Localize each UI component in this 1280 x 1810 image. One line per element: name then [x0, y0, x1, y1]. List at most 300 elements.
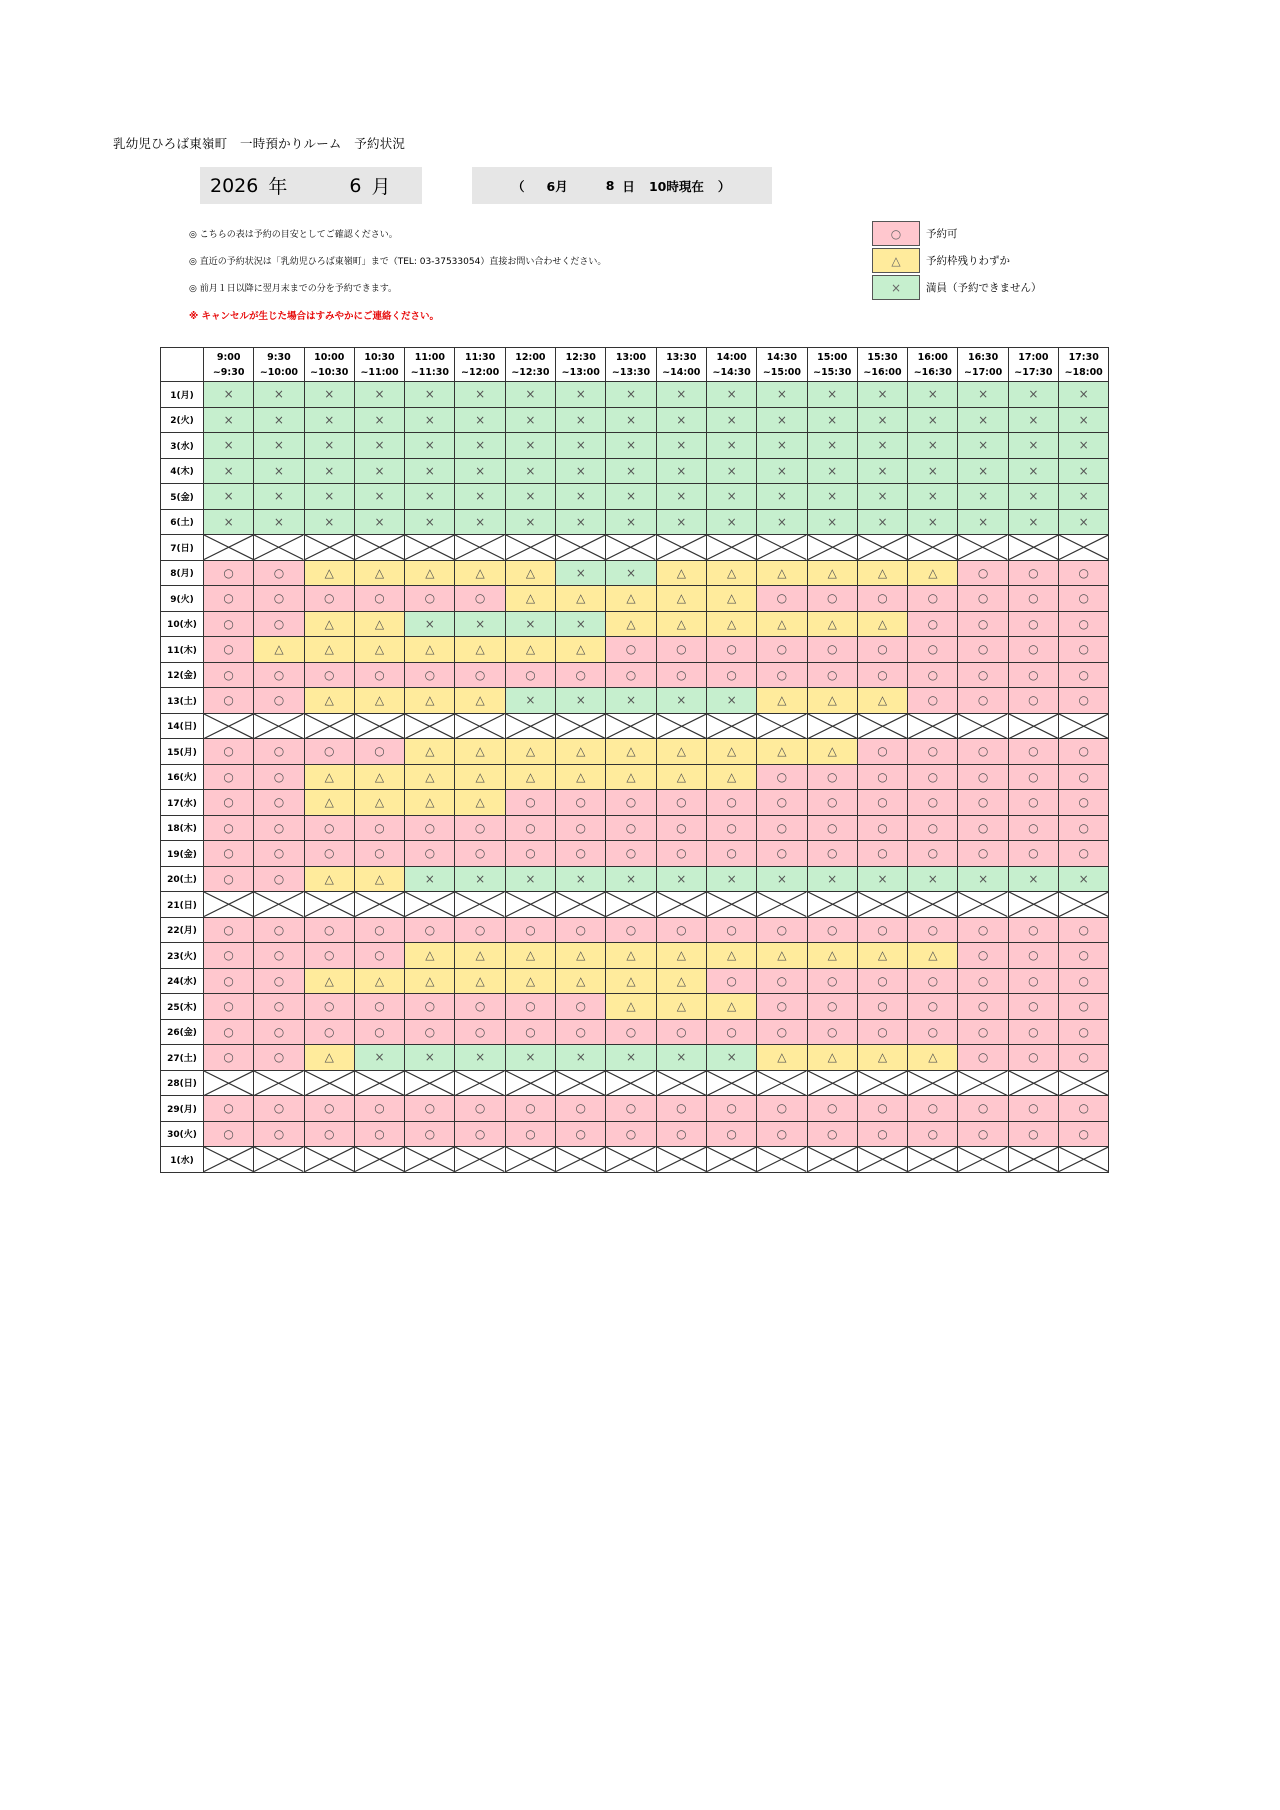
slot-status-cell: ○	[807, 994, 857, 1020]
slot-status-cell: ○	[757, 586, 807, 612]
slot-status-cell: ×	[1008, 407, 1058, 433]
slot-header-row	[161, 348, 1109, 382]
slot-status-cell: ○	[757, 662, 807, 688]
slot-status-cell: ○	[757, 815, 807, 841]
slot-status-cell: ×	[757, 433, 807, 459]
slot-status-cell: ○	[958, 815, 1008, 841]
table-row	[161, 790, 1109, 816]
slot-status-cell: ×	[1059, 484, 1109, 510]
closed-cell	[405, 1070, 455, 1096]
closed-cell	[908, 535, 958, 561]
table-row	[161, 688, 1109, 714]
slot-status-cell: ×	[505, 382, 555, 408]
day-label: 1(月)	[161, 382, 204, 408]
legend	[872, 220, 1042, 301]
slot-status-cell: ×	[455, 382, 505, 408]
header-corner	[161, 348, 204, 382]
slot-status-cell: △	[656, 994, 706, 1020]
slot-status-cell: ○	[505, 841, 555, 867]
slot-status-cell: ×	[908, 382, 958, 408]
closed-cell	[857, 535, 907, 561]
slot-status-cell: ○	[757, 968, 807, 994]
closed-cross-icon	[757, 535, 806, 560]
slot-status-cell: ×	[857, 458, 907, 484]
slot-status-cell: ×	[204, 382, 254, 408]
closed-cell	[807, 713, 857, 739]
page-title: 乳幼児ひろば東嶺町 一時預かりルーム 予約状況	[113, 136, 406, 151]
slot-status-cell: ○	[204, 764, 254, 790]
slot-status-cell: ○	[908, 994, 958, 1020]
closed-cell	[254, 713, 304, 739]
slot-status-cell: △	[606, 611, 656, 637]
closed-cross-icon	[405, 714, 454, 739]
closed-cell	[204, 892, 254, 918]
slot-status-cell: ×	[1008, 866, 1058, 892]
closed-cross-icon	[657, 1147, 706, 1172]
slot-status-cell: ×	[757, 866, 807, 892]
slot-status-cell: ×	[455, 611, 505, 637]
slot-status-cell: ○	[405, 841, 455, 867]
closed-cell	[204, 535, 254, 561]
closed-cross-icon	[405, 535, 454, 560]
closed-cell	[304, 892, 354, 918]
slot-status-cell: ○	[807, 1096, 857, 1122]
slot-status-cell: ○	[1008, 815, 1058, 841]
slot-status-cell: △	[706, 611, 756, 637]
slot-status-cell: ×	[958, 382, 1008, 408]
closed-cross-icon	[1059, 892, 1108, 917]
slot-status-cell: ×	[1008, 433, 1058, 459]
slot-status-cell: ×	[556, 407, 606, 433]
slot-to: ~16:00	[863, 366, 902, 378]
slot-status-cell: ○	[304, 1121, 354, 1147]
slot-header	[254, 348, 304, 382]
slot-status-cell: ×	[1059, 509, 1109, 535]
slot-status-cell: ○	[254, 764, 304, 790]
closed-cell	[908, 713, 958, 739]
day-label: 14(日)	[161, 713, 204, 739]
closed-cross-icon	[606, 535, 655, 560]
slot-status-cell: △	[908, 1045, 958, 1071]
slot-status-cell: △	[706, 764, 756, 790]
slot-status-cell: ○	[958, 611, 1008, 637]
slot-status-cell: ×	[1008, 484, 1058, 510]
closed-cell	[1059, 535, 1109, 561]
slot-status-cell: ○	[204, 688, 254, 714]
slot-status-cell: ×	[706, 433, 756, 459]
slot-status-cell: ×	[354, 1045, 404, 1071]
closed-cross-icon	[305, 714, 354, 739]
slot-status-cell: ○	[857, 764, 907, 790]
slot-status-cell: ×	[405, 866, 455, 892]
slot-status-cell: ×	[354, 433, 404, 459]
closed-cross-icon	[657, 1071, 706, 1096]
slot-status-cell: △	[606, 739, 656, 765]
closed-cell	[908, 892, 958, 918]
slot-status-cell: ○	[606, 917, 656, 943]
slot-header	[908, 348, 958, 382]
slot-status-cell: ○	[1059, 1096, 1109, 1122]
slot-status-cell: △	[757, 611, 807, 637]
slot-status-cell: ○	[254, 662, 304, 688]
closed-cross-icon	[204, 1071, 253, 1096]
slot-status-cell: ×	[857, 407, 907, 433]
slot-status-cell: ○	[807, 764, 857, 790]
closed-cell	[455, 1070, 505, 1096]
slot-status-cell: ○	[556, 1121, 606, 1147]
day-label: 20(土)	[161, 866, 204, 892]
slot-status-cell: ×	[857, 433, 907, 459]
slot-status-cell: ○	[254, 994, 304, 1020]
slot-status-cell: ○	[254, 917, 304, 943]
slot-status-cell: ○	[1008, 611, 1058, 637]
slot-status-cell: △	[706, 994, 756, 1020]
slot-status-cell: △	[656, 968, 706, 994]
slot-header	[1008, 348, 1058, 382]
slot-status-cell: △	[556, 764, 606, 790]
slot-status-cell: ○	[908, 790, 958, 816]
closed-cell	[354, 1070, 404, 1096]
slot-status-cell: ×	[1059, 458, 1109, 484]
slot-status-cell: ○	[656, 790, 706, 816]
slot-status-cell: ○	[1059, 841, 1109, 867]
slot-status-cell: ×	[757, 484, 807, 510]
slot-status-cell: ×	[807, 509, 857, 535]
slot-status-cell: ○	[857, 968, 907, 994]
year-month-box	[200, 167, 422, 204]
slot-status-cell: ○	[1008, 739, 1058, 765]
closed-cross-icon	[757, 892, 806, 917]
as-of-hour: 10時現在	[648, 178, 704, 194]
slot-status-cell: ○	[204, 1096, 254, 1122]
slot-from: 11:00	[414, 351, 445, 363]
slot-status-cell: △	[807, 943, 857, 969]
slot-status-cell: ○	[908, 611, 958, 637]
slot-status-cell: ○	[204, 1019, 254, 1045]
slot-header	[757, 348, 807, 382]
slot-status-cell: ○	[908, 1019, 958, 1045]
day-label: 4(木)	[161, 458, 204, 484]
day-label: 7(日)	[161, 535, 204, 561]
slot-status-cell: ×	[857, 484, 907, 510]
slot-status-cell: ○	[304, 815, 354, 841]
slot-status-cell: ○	[958, 943, 1008, 969]
slot-status-cell: ×	[1008, 458, 1058, 484]
closed-cell	[254, 892, 304, 918]
closed-cell	[254, 1070, 304, 1096]
month-label: 月	[371, 176, 391, 198]
slot-status-cell: ○	[857, 917, 907, 943]
slot-status-cell: ×	[455, 866, 505, 892]
slot-header	[405, 348, 455, 382]
slot-header	[706, 348, 756, 382]
table-row	[161, 484, 1109, 510]
slot-status-cell: ×	[405, 1045, 455, 1071]
slot-status-cell: ○	[204, 917, 254, 943]
slot-status-cell: ○	[757, 994, 807, 1020]
slot-status-cell: ○	[405, 994, 455, 1020]
slot-status-cell: ○	[706, 968, 756, 994]
slot-status-cell: ○	[908, 1121, 958, 1147]
closed-cross-icon	[506, 1147, 555, 1172]
slot-status-cell: △	[757, 688, 807, 714]
slot-status-cell: △	[807, 739, 857, 765]
slot-status-cell: ○	[1059, 637, 1109, 663]
slot-status-cell: △	[656, 943, 706, 969]
slot-status-cell: ×	[505, 1045, 555, 1071]
closed-cell	[1059, 1147, 1109, 1173]
closed-cell	[656, 535, 706, 561]
slot-status-cell: △	[455, 764, 505, 790]
slot-status-cell: ○	[958, 1045, 1008, 1071]
notes	[189, 227, 606, 335]
slot-status-cell: ○	[204, 637, 254, 663]
closed-cell	[958, 1147, 1008, 1173]
day-label: 23(火)	[161, 943, 204, 969]
slot-from: 17:00	[1018, 351, 1049, 363]
slot-status-cell: ○	[304, 662, 354, 688]
slot-status-cell: ○	[1008, 662, 1058, 688]
slot-status-cell: ×	[254, 433, 304, 459]
slot-status-cell: ×	[354, 382, 404, 408]
as-of-day-label: 日	[622, 178, 635, 194]
slot-status-cell: △	[908, 560, 958, 586]
slot-status-cell: ○	[204, 662, 254, 688]
closed-cell	[455, 1147, 505, 1173]
slot-status-cell: ×	[706, 688, 756, 714]
closed-cross-icon	[355, 1147, 404, 1172]
closed-cross-icon	[455, 1071, 504, 1096]
slot-status-cell: ○	[505, 994, 555, 1020]
slot-status-cell: ○	[958, 764, 1008, 790]
closed-cell	[505, 1070, 555, 1096]
slot-status-cell: ○	[556, 815, 606, 841]
slot-header	[556, 348, 606, 382]
closed-cross-icon	[606, 1147, 655, 1172]
legend-full	[872, 274, 1042, 301]
slot-status-cell: ○	[656, 1019, 706, 1045]
slot-status-cell: ×	[958, 433, 1008, 459]
closed-cell	[1008, 535, 1058, 561]
slot-status-cell: ○	[304, 586, 354, 612]
slot-status-cell: ×	[807, 458, 857, 484]
slot-status-cell: △	[254, 637, 304, 663]
slot-status-cell: ○	[908, 586, 958, 612]
slot-status-cell: ○	[1059, 560, 1109, 586]
slot-status-cell: ×	[556, 484, 606, 510]
slot-to: ~17:00	[964, 366, 1003, 378]
slot-status-cell: ○	[204, 739, 254, 765]
closed-cross-icon	[455, 714, 504, 739]
closed-cell	[505, 535, 555, 561]
slot-from: 13:00	[615, 351, 647, 363]
slot-status-cell: ○	[857, 1019, 907, 1045]
slot-status-cell: △	[505, 560, 555, 586]
closed-cell	[556, 892, 606, 918]
slot-status-cell: △	[505, 943, 555, 969]
slot-status-cell: ○	[958, 994, 1008, 1020]
slot-status-cell: △	[455, 739, 505, 765]
slot-status-cell: ○	[857, 994, 907, 1020]
slot-status-cell: △	[757, 943, 807, 969]
closed-cell	[556, 713, 606, 739]
slot-to: ~15:30	[813, 366, 852, 378]
slot-status-cell: ×	[1059, 382, 1109, 408]
slot-status-cell: △	[304, 688, 354, 714]
slot-status-cell: △	[405, 637, 455, 663]
closed-cross-icon	[958, 1147, 1007, 1172]
slot-status-cell: ○	[958, 1019, 1008, 1045]
slot-from: 14:30	[766, 351, 798, 363]
closed-cell	[405, 535, 455, 561]
slot-status-cell: ○	[1059, 586, 1109, 612]
slot-status-cell: ×	[606, 688, 656, 714]
closed-cell	[706, 892, 756, 918]
slot-status-cell: ○	[857, 662, 907, 688]
closed-cell	[857, 713, 907, 739]
slot-status-cell: ○	[455, 917, 505, 943]
closed-cross-icon	[808, 892, 857, 917]
slot-status-cell: ○	[204, 841, 254, 867]
closed-cell	[556, 1070, 606, 1096]
slot-status-cell: ○	[1008, 841, 1058, 867]
slot-status-cell: ○	[757, 1096, 807, 1122]
slot-status-cell: ×	[304, 433, 354, 459]
as-of-day: 8	[605, 178, 615, 193]
slot-status-cell: ×	[656, 1045, 706, 1071]
slot-status-cell: ○	[354, 586, 404, 612]
slot-status-cell: △	[405, 764, 455, 790]
slot-status-cell: ○	[706, 815, 756, 841]
slot-status-cell: △	[656, 764, 706, 790]
slot-status-cell: ○	[455, 994, 505, 1020]
closed-cell	[807, 535, 857, 561]
slot-status-cell: △	[455, 968, 505, 994]
slot-status-cell: ○	[254, 841, 304, 867]
closed-cell	[656, 1147, 706, 1173]
closed-cell	[455, 713, 505, 739]
slot-status-cell: ×	[656, 866, 706, 892]
slot-status-cell: ○	[807, 662, 857, 688]
closed-cell	[204, 713, 254, 739]
day-label: 2(火)	[161, 407, 204, 433]
slot-status-cell: ○	[505, 1019, 555, 1045]
slot-status-cell: ○	[405, 1096, 455, 1122]
closed-cell	[656, 713, 706, 739]
closed-cell	[505, 892, 555, 918]
closed-cross-icon	[405, 892, 454, 917]
closed-cell	[706, 713, 756, 739]
slot-status-cell: ○	[455, 841, 505, 867]
slot-status-cell: ○	[254, 1096, 304, 1122]
slot-status-cell: △	[455, 943, 505, 969]
slot-status-cell: ○	[1008, 637, 1058, 663]
closed-cell	[505, 713, 555, 739]
slot-status-cell: ○	[354, 1121, 404, 1147]
closed-cross-icon	[606, 1071, 655, 1096]
slot-status-cell: ○	[656, 1096, 706, 1122]
slot-from: 14:00	[716, 351, 747, 363]
slot-status-cell: ×	[656, 509, 706, 535]
closed-cross-icon	[606, 892, 655, 917]
table-row	[161, 968, 1109, 994]
slot-status-cell: △	[556, 943, 606, 969]
slot-status-cell: ○	[757, 1019, 807, 1045]
slot-status-cell: △	[908, 943, 958, 969]
slot-status-cell: ×	[405, 611, 455, 637]
closed-cross-icon	[707, 1147, 756, 1172]
slot-status-cell: △	[706, 943, 756, 969]
slot-status-cell: △	[606, 586, 656, 612]
closed-cross-icon	[808, 714, 857, 739]
legend-few-left	[872, 247, 1042, 274]
closed-cross-icon	[556, 892, 605, 917]
closed-cell	[958, 713, 1008, 739]
slot-status-cell: ×	[706, 509, 756, 535]
slot-status-cell: ×	[354, 407, 404, 433]
slot-status-cell: ○	[304, 943, 354, 969]
slot-status-cell: ○	[908, 764, 958, 790]
slot-status-cell: ×	[505, 458, 555, 484]
slot-status-cell: △	[505, 637, 555, 663]
slot-status-cell: ×	[405, 484, 455, 510]
slot-status-cell: ○	[204, 560, 254, 586]
slot-status-cell: ×	[857, 866, 907, 892]
slot-status-cell: ×	[757, 509, 807, 535]
closed-cell	[354, 713, 404, 739]
year-value: 2026	[210, 174, 259, 197]
slot-status-cell: ○	[254, 611, 304, 637]
slot-status-cell: △	[455, 790, 505, 816]
slot-status-cell: ×	[354, 484, 404, 510]
slot-status-cell: ×	[656, 433, 706, 459]
slot-status-cell: ×	[254, 407, 304, 433]
slot-status-cell: △	[354, 968, 404, 994]
slot-status-cell: ○	[254, 688, 304, 714]
closed-cross-icon	[858, 1147, 907, 1172]
closed-cell	[405, 713, 455, 739]
slot-status-cell: ○	[958, 917, 1008, 943]
slot-status-cell: ○	[958, 1121, 1008, 1147]
slot-status-cell: ×	[1059, 433, 1109, 459]
table-row	[161, 637, 1109, 663]
slot-status-cell: ○	[1008, 994, 1058, 1020]
slot-status-cell: ×	[505, 866, 555, 892]
slot-status-cell: △	[304, 611, 354, 637]
legend-available-label: 予約可	[926, 228, 958, 240]
slot-status-cell: ×	[656, 688, 706, 714]
slot-status-cell: △	[455, 637, 505, 663]
slot-status-cell: ○	[1008, 943, 1058, 969]
slot-status-cell: ○	[706, 917, 756, 943]
slot-status-cell: ○	[405, 586, 455, 612]
closed-cross-icon	[1009, 535, 1058, 560]
closed-cell	[656, 892, 706, 918]
slot-status-cell: ○	[958, 637, 1008, 663]
month-value: 6	[349, 174, 362, 197]
closed-cell	[354, 1147, 404, 1173]
slot-header	[304, 348, 354, 382]
closed-cross-icon	[808, 535, 857, 560]
slot-status-cell: ×	[706, 407, 756, 433]
slot-status-cell: ○	[505, 790, 555, 816]
slot-status-cell: ○	[354, 994, 404, 1020]
day-label: 1(水)	[161, 1147, 204, 1173]
slot-status-cell: ○	[1059, 1019, 1109, 1045]
closed-cell	[204, 1070, 254, 1096]
slot-status-cell: ○	[1059, 917, 1109, 943]
slot-status-cell: ○	[1059, 739, 1109, 765]
